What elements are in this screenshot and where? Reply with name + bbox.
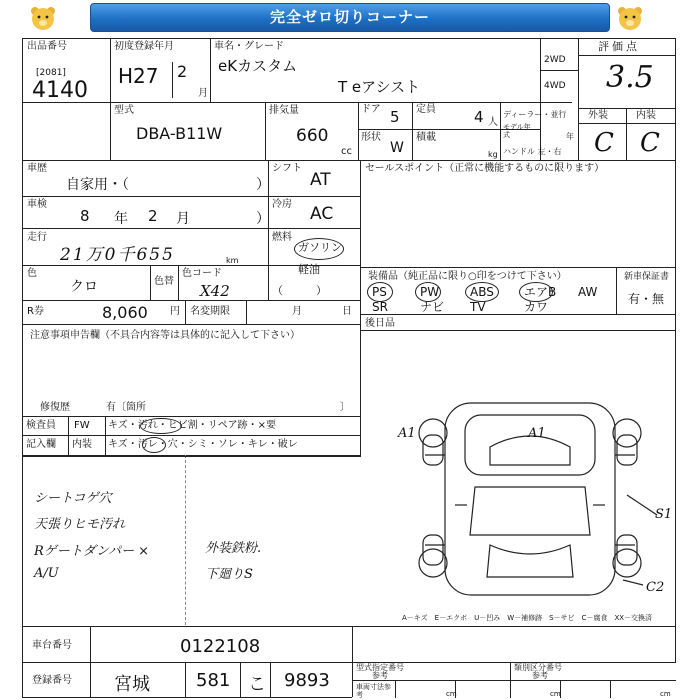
bear-mascot-icon [615,5,645,33]
bear-mascot-icon [28,5,58,33]
dims-label: 車両寸法参考 [356,683,391,699]
color-code: X42 [200,282,230,300]
model-value: DBA-B11W [136,124,223,143]
first-reg-label: 初度登録年月 [114,41,174,52]
inspection-label: 車検 [27,199,47,210]
score-ext-label: 外装 [588,110,608,121]
meigi-label: 名変期限 [190,306,230,317]
registration-kana: こ [248,674,266,695]
class-number-label: 類別区分番号 [514,663,562,672]
shape-value: W [390,140,404,156]
first-reg-month-unit: 月 [198,88,208,99]
handwritten-note: 天張りヒモ汚れ [34,517,126,532]
damage-legend: A－キズ E－エクボ U－凹み W－補修跡 S－サビ C－腐食 XX－交換済 [402,614,653,622]
diagram-mark-a1-left: A1 [398,426,416,441]
first-reg-year: H27 [118,64,159,88]
equipment-item: ABS [470,285,494,299]
aircon-label: 冷房 [272,199,292,210]
capacity-label: 定員 [416,104,436,115]
lot-label: 出品番号 [27,41,67,52]
meigi-month-unit: 月 [292,306,302,317]
equipment-item: PS [372,285,387,299]
score-int: C [640,128,660,158]
registration-region: 宮城 [114,674,150,695]
equipment-item: ナビ [420,300,445,314]
body-note: 外装鉄粉. [205,541,262,556]
diagram-mark-s1: S1 [655,507,673,522]
car-label: 車名・グレード [214,41,284,52]
repair-value: 有〔箇所 [106,402,146,413]
inspector-interior: 内装 [72,439,92,450]
equipment-item: PW [420,285,440,299]
color-change-label: 色替 [154,276,174,287]
equipment-item: カワ [524,300,549,314]
handwritten-note: シートコゲ穴 [34,491,112,506]
registration-label: 登録番号 [32,675,72,686]
first-reg-month: 2 [172,62,187,98]
inspection-month-unit: 月 [176,211,190,227]
warranty-value: 有・無 [628,292,665,306]
handwritten-note: Rゲートダンパー × [34,544,150,559]
inspection-close: ） [256,211,270,227]
fuel-label: 燃料 [272,232,292,243]
handle-label: ハンドル 左・右 [503,147,562,156]
score-value: 3.5 [606,60,654,95]
meigi-day-unit: 日 [342,306,352,317]
mileage-label: 走行 [27,232,47,243]
new-car-warranty-label: 新車保証書 [624,272,670,282]
equipment-item: AW [578,285,598,299]
fw-mark-circle [140,418,182,434]
inspection-month: 2 [148,207,158,225]
history-value: 自家用・（ [66,177,129,193]
registration-class: 581 [196,670,231,691]
equipment-label: 装備品（純正品に限り○印をつけて下さい） [368,271,567,282]
chassis-value: 0122108 [180,636,261,657]
recycle-value: 8,060 [102,303,148,322]
recycle-unit: 円 [170,306,180,317]
color-code-label: 色コード [182,268,222,279]
history-close: ） [256,177,270,193]
dims-cm-3: cm [660,690,671,698]
equipment-item: TV [470,300,486,314]
type-designation-ref: 参考 [372,671,388,680]
registration-number: 9893 [284,670,330,691]
interior-mark-circle [142,437,166,453]
drive-2wd: 2WD [544,55,566,65]
score-int-label: 内装 [636,110,656,121]
sales-point-label: セールスポイント（正常に機能するものに限ります） [365,163,605,174]
score-ext: C [594,128,614,158]
equipment-item: エアB [524,285,557,299]
equipment-selected-circle [519,282,553,302]
fuel-other: 軽油 [298,263,320,276]
engine-value: 660 [296,126,329,146]
dealer-label: ディーラー・並行 [503,110,567,119]
repair-label: 修復歴 [40,402,70,413]
class-number-ref: 参考 [532,671,548,680]
diagram-mark-a1-center: A1 [528,426,546,441]
doors-label: ドア [361,104,381,115]
shift-label: シフト [272,163,302,174]
inspection-year-unit: 年 [114,211,128,227]
inspector-fw-items: キズ・汚れ・ヒビ割・リペア跡・×要 [108,420,276,431]
load-unit: kg [488,150,498,159]
inspector-interior-items: キズ・汚レ・穴・シミ・ソレ・キレ・破レ [108,439,298,450]
equipment-selected-circle [367,282,393,302]
later-items-label: 後日品 [365,318,395,329]
shift-value: AT [310,170,331,190]
inspection-year: 8 [80,207,90,225]
fuel-paren: （ ） [272,284,327,297]
model-year-unit: 年 [566,132,574,141]
engine-unit: cc [341,146,352,157]
dims-cm-1: cm [446,690,457,698]
score-label: 評価点 [598,40,640,53]
mileage-unit: km [226,256,239,265]
handwritten-note: A/U [34,566,59,581]
notice-label: 注意事項申告欄（不具合内容等は具体的に記入して下さい） [30,330,300,341]
shape-label: 形状 [361,132,381,143]
fuel-selected: ガソリン [298,241,342,254]
doors-value: 5 [390,108,400,126]
engine-label: 排気量 [269,105,299,116]
banner-title: 完全ゼロ切りコーナー [269,8,430,26]
capacity-value: 4 [474,108,484,126]
inspector-label-1: 検査員 [26,420,56,431]
car-grade: T eアシスト [338,78,421,96]
inspector-label-2: 記入欄 [26,439,56,450]
type-designation-label: 型式指定番号 [356,663,404,672]
car-name: eKカスタム [218,57,298,75]
color-label: 色 [27,268,37,279]
lot-number: 4140 [32,78,88,103]
body-note: 下廻りS [205,567,253,582]
recycle-label: R券 [27,306,44,317]
lot-sub: [2081] [36,68,66,78]
history-label: 車歴 [27,163,47,174]
equipment-selected-circle [465,282,499,302]
model-year-label: モデル年式 [503,123,531,139]
diagram-mark-c2: C2 [646,580,665,595]
aircon-value: AC [310,204,334,224]
load-label: 積載 [416,132,436,143]
model-label: 型式 [114,105,134,116]
equipment-selected-circle [415,282,441,302]
drive-4wd: 4WD [544,81,566,91]
color-value: クロ [70,279,98,295]
chassis-label: 車台番号 [32,640,72,651]
capacity-unit: 人 [488,117,498,128]
inspector-fw: FW [74,420,90,431]
dims-cm-2: cm [550,690,561,698]
mileage-value: 21万0千655 [60,245,175,265]
equipment-item: SR [372,300,388,314]
repair-close: 〕 [340,402,350,413]
